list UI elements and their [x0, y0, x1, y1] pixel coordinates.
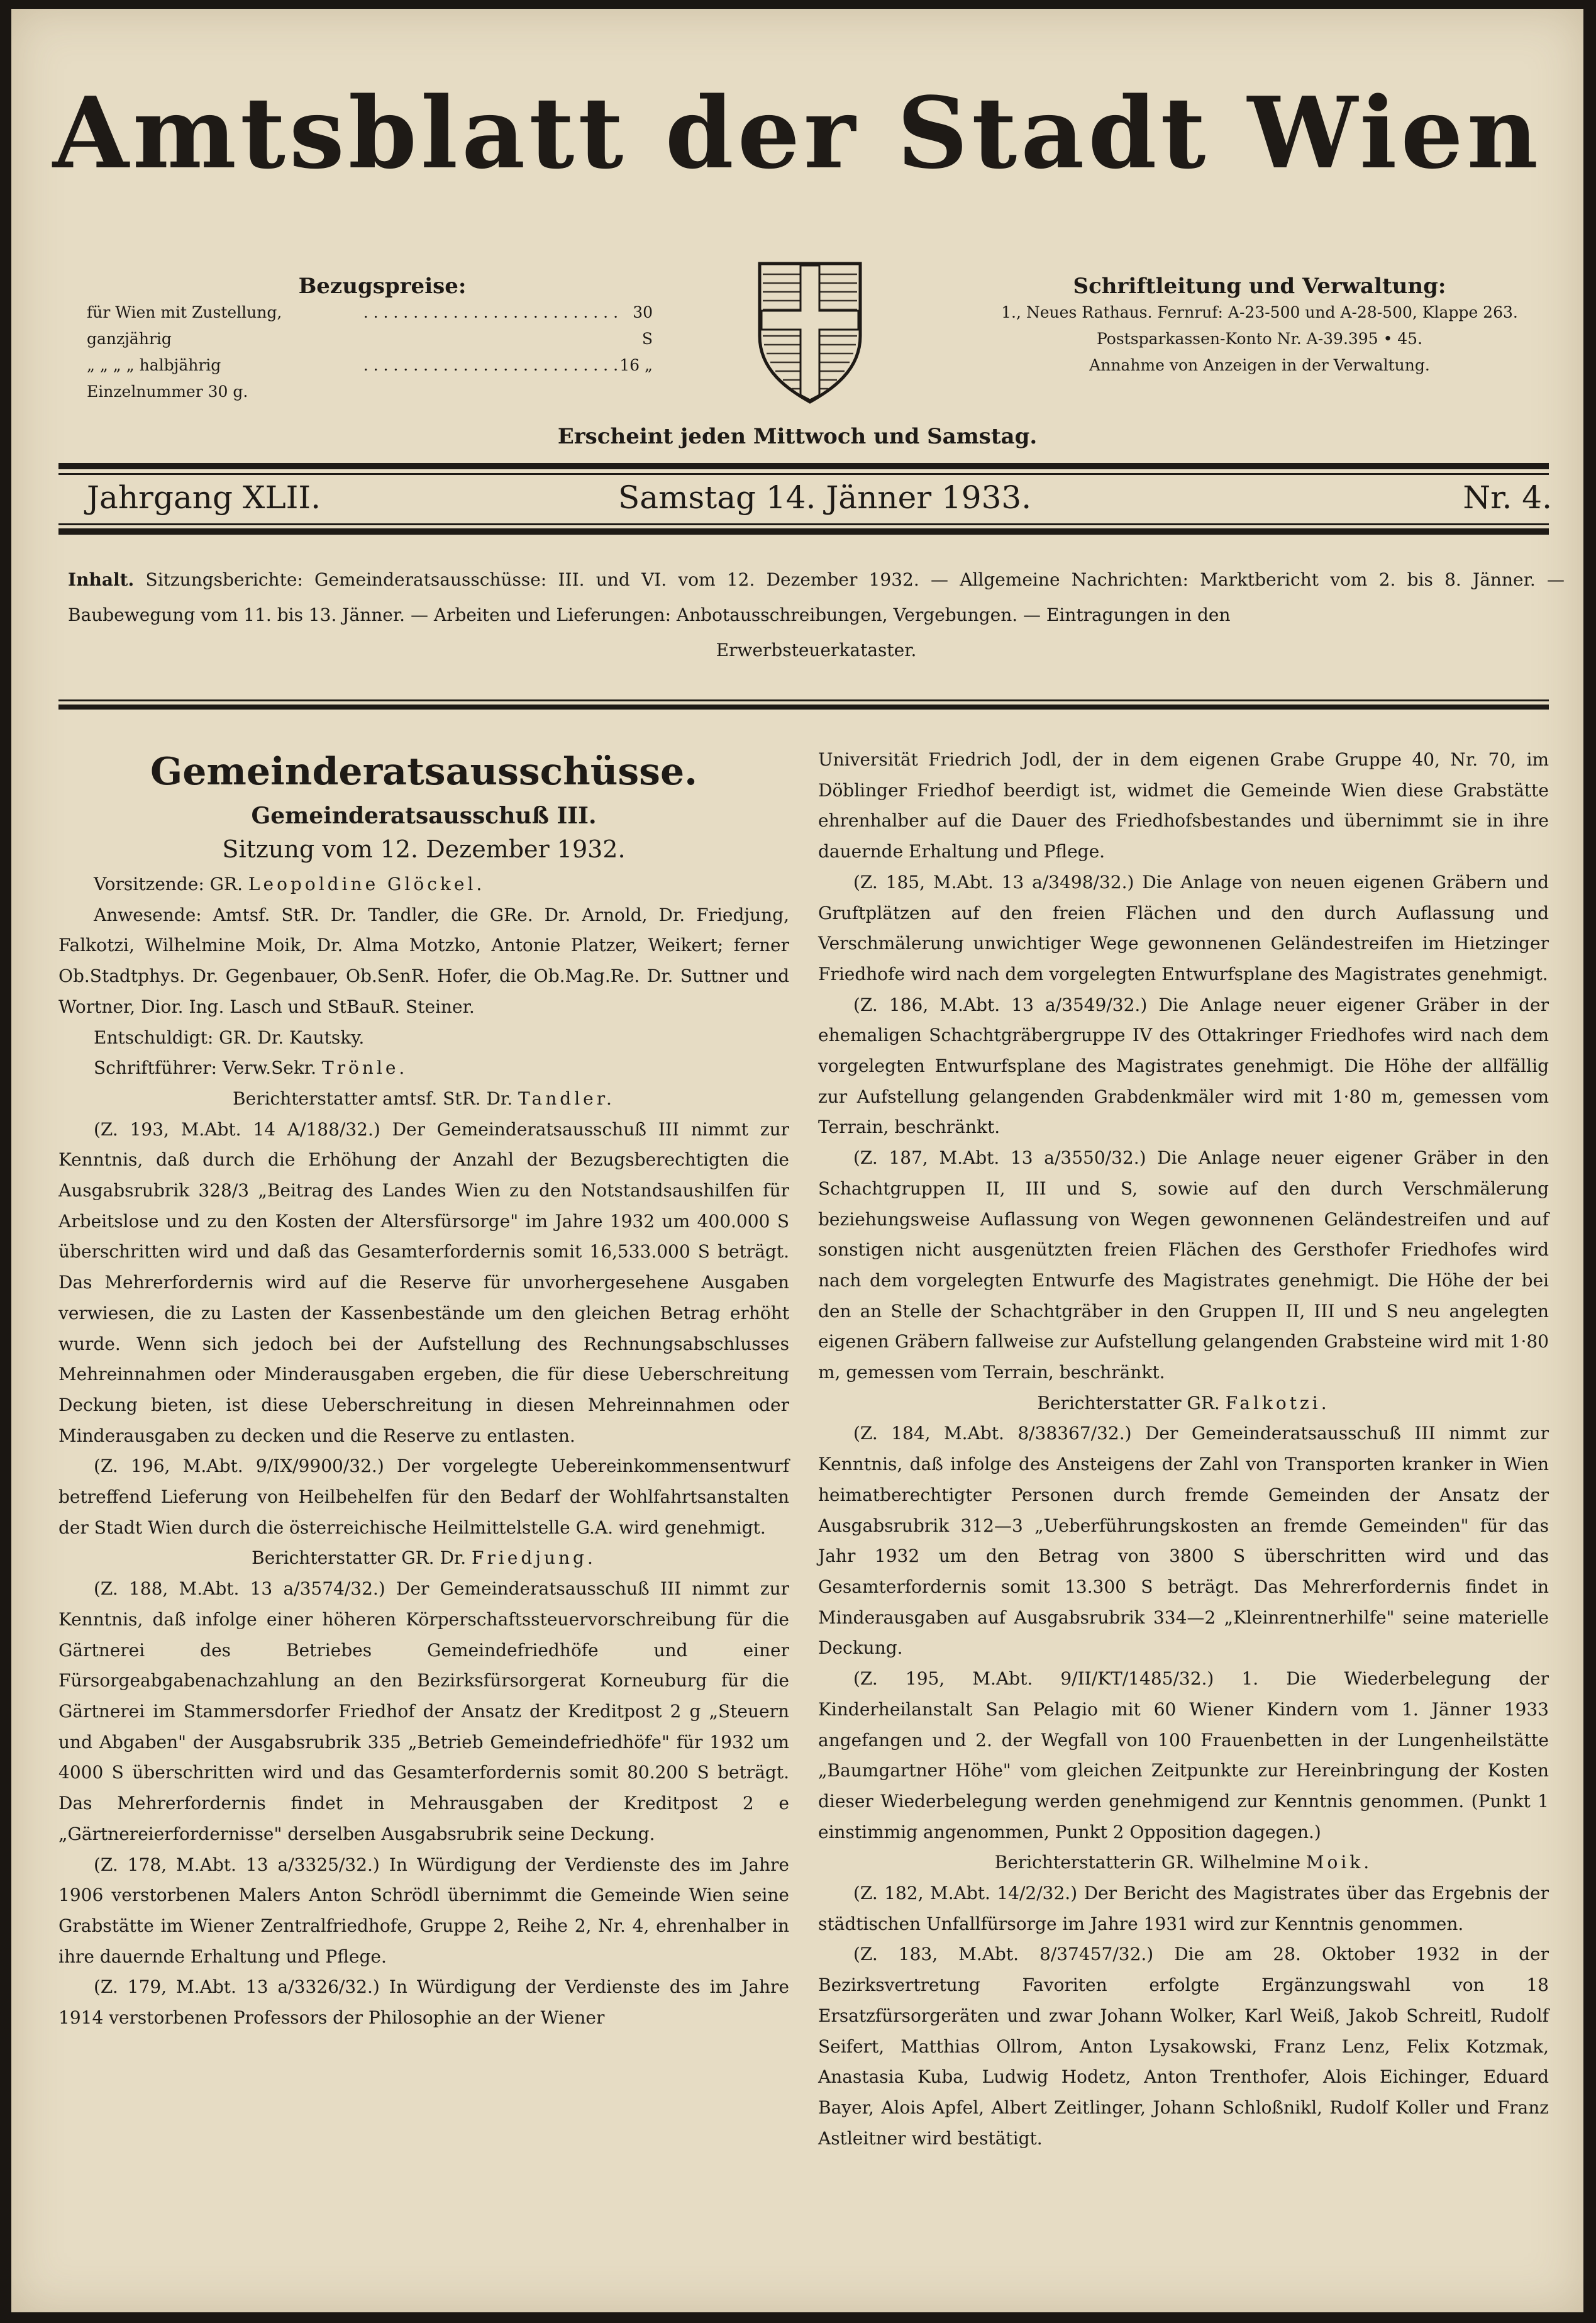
paragraph-z182: (Z. 182, M.Abt. 14/2/32.) Der Bericht des Magistrates über das Ergebnis der städtischen Unfallfürsorge im Jahre 1931 wird zur Kenntnis genommen.: [818, 1883, 1549, 1934]
paragraph-z183: (Z. 183, M.Abt. 8/37457/32.) Die am 28. Oktober 1932 in der Bezirksvertretung Favoriten erfolgte Ergänzungswahl von 18 Ersatzfürsorgeräten und zwar Johann Wolker, Karl Weiß, Jakob Schreitl, Rudolf Seifert, Matthias Ollrom, Anton Lysakowski, Franz Lenz, Felix Kotzmak, Anastasia Kuba, Ludwig Hodetz, Anton Trenthofer, Alois Eichinger, Eduard Bayer, Alois Apfel, Albert Zeitlinger, Johann Schloßnikl, Rudolf Koller und Franz Astleitner wird bestätigt.: [818, 1944, 1549, 2149]
table-of-contents: [68, 562, 1565, 668]
divider-rule: [58, 528, 1549, 535]
office-heading: Schriftleitung und Verwaltung:: [1073, 274, 1446, 299]
single-issue-price: Einzelnummer 30 g.: [87, 382, 248, 401]
reporter-line: Berichterstatter GR. Dr. Friedjung.: [252, 1547, 596, 1569]
issue-volume: Jahrgang XLII.: [87, 479, 321, 516]
committee-heading: Gemeinderatsausschuß III.: [251, 803, 597, 829]
price-value: 16 „: [619, 356, 653, 374]
paragraph-z195: (Z. 195, M.Abt. 9/II/KT/1485/32.) 1. Die Wiederbelegung der Kinderheilanstalt San Pelagio mit 60 Wiener Kindern vom 1. Jänner 1933 angefangen und 2. der Wegfall von 100 Frauenbetten in der Lungenheilstätte „Baumgartner Höhe" vom gleichen Zeitpunkte zur Hereinbringung der Kosten dieser Wiederbelegung werden genehmigend zur Kenntnis genommen. (Punkt 1 einstimmig angenommen, Punkt 2 Opposition dagegen.): [818, 1668, 1549, 1842]
paragraph-z188: (Z. 188, M.Abt. 13 a/3574/32.) Der Gemeinderatsausschuß III nimmt zur Kenntnis, daß infolge einer höheren Körperschaftssteuervorschreibung für die Gärtnerei des Betriebes Gemeindefriedhöfe und einer Fürsorgeabgabenachzahlung an den Bezirksfürsorgerat Korneuburg für die Gärtnerei im Stammersdorfer Friedhof der Ansatz der Kreditpost 2 g „Steuern und Abgaben" der Ausgabsrubrik 335 „Betrieb Gemeindefriedhöfe" für 1932 um 4000 S überschritten wird und das Gesamterfordernis somit 80.200 S beträgt. Das Mehrerfordernis findet in Mehrausgaben der Kreditpost 2 e „Gärtnereierfordernisse" derselben Ausgabsrubrik seine Deckung.: [58, 1578, 789, 1844]
reporter-line: Berichterstatter GR. Falkotzi.: [1037, 1392, 1330, 1413]
editorial-office: [983, 273, 1536, 379]
paragraph-z193: (Z. 193, M.Abt. 14 A/188/32.) Der Gemeinderatsausschuß III nimmt zur Kenntnis, daß durch die Erhöhung der Anzahl der Bezugsberechtigten die Ausgabsrubrik 328/3 „Beitrag des Landes Wien zu den Notstandsaushilfen für Arbeitslose und zu den Kosten der Altersfürsorge" im Jahre 1932 um 400.000 S überschritten wird und daß das Gesamterfordernis somit 16,533.000 S beträgt. Das Mehrerfordernis wird auf die Reserve für unvorhergesehene Ausgaben verwiesen, die zu Lasten der Kassenbestände um den gleichen Betrag erhöht wurde. Wenn sich jedoch bei der Aufstellung des Rechnungsabschlusses Mehreinnahmen oder Minderausgaben ergeben, die für diese Ueberschreitung Deckung bieten, ist diese Ueberschreitung in diesen Mehreinnahmen oder Minderausgaben zu decken und die Reserve zu entlasten.: [58, 1118, 789, 1446]
subscription-heading: Bezugspreise:: [298, 274, 467, 299]
issue-date: Samstag 14. Jänner 1933.: [618, 479, 1032, 516]
divider-rule: [58, 705, 1549, 710]
paragraph-z184: (Z. 184, M.Abt. 8/38367/32.) Der Gemeinderatsausschuß III nimmt zur Kenntnis, daß infolge des Ansteigens der Zahl von Transporten kranker in Wien heimatberechtigter Personen durch fremde Gemeinden der Ansatz der Ausgabsrubrik 312—3 „Ueberführungskosten an fremde Gemeinden" für das Jahr 1932 um den Betrag von 3800 S überschritten wird und das Gesamterfordernis somit 13.300 S beträgt. Das Mehrerfordernis findet in Minderausgaben auf Ausgabsrubrik 334—2 „Kleinrentnerhilfe" seine materielle Deckung.: [818, 1423, 1549, 1659]
price-label: „ „ „ „ halbjährig: [87, 356, 221, 374]
issue-number: Nr. 4.: [1463, 479, 1552, 516]
price-row-halfyear: „ „ „ „ halbjährig . . . . . . . . . . . . . . . . . . . . . . . . . . 16 „: [87, 352, 653, 379]
divider-rule: [58, 473, 1549, 475]
vienna-coat-of-arms: [756, 260, 863, 405]
office-address: 1., Neues Rathaus. Fernruf: A-23-500 und A-28-500, Klappe 263.: [1001, 303, 1518, 321]
reporter-line: Berichterstatter amtsf. StR. Dr. Tandler.: [233, 1088, 615, 1109]
paragraph-z179-continued: Universität Friedrich Jodl, der in dem eigenen Grabe Gruppe 40, Nr. 70, im Döblinger Friedhof beerdigt ist, widmet die Gemeinde Wien diese Grabstätte ehrenhalber auf die Dauer des Friedhofsbestandes und übernimmt sie in ihre dauernde Erhaltung und Pflege.: [818, 749, 1549, 862]
paragraph-z179: (Z. 179, M.Abt. 13 a/3326/32.) In Würdigung der Verdienste des im Jahre 1914 verstorbenen Professors der Philosophie an der Wiener: [58, 1976, 789, 2029]
office-ads-note: Annahme von Anzeigen in der Verwaltung.: [1089, 356, 1430, 374]
price-label: für Wien mit Zustellung, ganzjährig: [87, 303, 282, 348]
chair-line: Vorsitzende: GR. Leopoldine Glöckel.: [94, 874, 485, 894]
excused-line: Entschuldigt: GR. Dr. Kautsky.: [94, 1027, 365, 1048]
section-heading: Gemeinderatsausschüsse.: [150, 750, 698, 794]
paragraph-z186: (Z. 186, M.Abt. 13 a/3549/32.) Die Anlage neuer eigener Gräber in der ehemaligen Schachtgräbergruppe IV des Ottakringer Friedhofes wird nach dem vorgelegten Entwurfsplane des Magistrates genehmigt. Die Höhe der allfällig zur Aufstellung gelangenden Grabdenkmäler wird mit 1·80 m, gemessen vom Terrain, beschränkt.: [818, 994, 1549, 1138]
reporter-line: Berichterstatterin GR. Wilhelmine Moik.: [994, 1852, 1373, 1873]
subscription-prices: [87, 273, 653, 405]
divider-rule: [58, 523, 1549, 525]
paragraph-z187: (Z. 187, M.Abt. 13 a/3550/32.) Die Anlage neuer eigener Gräber in den Schachtgruppen II, III und S, sowie auf den durch Verschmälerung beziehungsweise Auflassung von Wegen gewonnenen Geländestreifen und auf sonstigen nicht ausgenützten freien Flächen des Gersthofer Friedhofes wird nach dem vorgelegten Entwurfe des Magistrates genehmigt. Die Höhe der bei den an Stelle der Schachtgräber in den Gruppen II, III und S neu angelegten eigenen Gräbern fallweise zur Aufstellung gelangenden Grabsteine wird mit 1·80 m, gemessen vom Terrain, beschränkt.: [818, 1147, 1549, 1383]
paragraph-z196: (Z. 196, M.Abt. 9/IX/9900/32.) Der vorgelegte Uebereinkommensentwurf betreffend Lieferung von Heilbehelfen für den Bedarf der Wohlfahrtsanstalten der Stadt Wien durch die österreichische Heilmittelstelle G.A. wird genehmigt.: [58, 1456, 789, 1538]
column-left: [58, 745, 789, 2034]
newspaper-page: [11, 9, 1583, 2312]
secretary-line: Schriftführer: Verw.Sekr. Trönle.: [94, 1057, 408, 1079]
paragraph-z178: (Z. 178, M.Abt. 13 a/3325/32.) In Würdigung der Verdienste des im Jahre 1906 verstorbenen Malers Anton Schrödl übernimmt die Gemeinde Wien seine Grabstätte im Wiener Zentralfriedhofe, Gruppe 2, Reihe 2, Nr. 4, ehrenhalber in ihre dauernde Erhaltung und Pflege.: [58, 1854, 789, 1967]
price-value: 30 S: [633, 303, 653, 348]
office-postal-account: Postsparkassen-Konto Nr. A-39.395 • 45.: [1096, 330, 1423, 348]
divider-rule: [58, 699, 1549, 701]
contents-label: Inhalt.: [68, 569, 135, 590]
price-row-yearly: für Wien mit Zustellung, ganzjährig . . . . . . . . . . . . . . . . . . . . . . . . . . 30 S: [87, 299, 653, 352]
paragraph-z185: (Z. 185, M.Abt. 13 a/3498/32.) Die Anlage von neuen eigenen Gräbern und Gruftplätzen auf den freien Flächen und den durch Auflassung und Verschmälerung unwichtiger Wege gewonnenen Geländestreifen im Hietzinger Friedhofe wird nach dem vorgelegten Entwurfsplane des Magistrates genehmigt.: [818, 871, 1549, 984]
contents-text: Sitzungsberichte: Gemeinderatsausschüsse: III. und VI. vom 12. Dezember 1932. — Allgemeine Nachrichten: Marktbericht vom 2. bis 8. Jänner. — Baubewegung vom 11. bis 13. Jänner. — Arbeiten und Lieferungen: Anbotausschreibungen, Vergebungen. — Eintragungen in den: [68, 569, 1565, 625]
column-right: [818, 745, 1549, 2154]
attendees: Anwesende: Amtsf. StR. Dr. Tandler, die GRe. Dr. Arnold, Dr. Friedjung, Falkotzi, Wilhelmine Moik, Dr. Alma Motzko, Antonie Platzer, Weikert; ferner Ob.Stadtphys. Dr. Gegenbauer, Ob.SenR. Hofer, die Ob.Mag.Re. Dr. Suttner und Wortner, Dior. Ing. Lasch und StBauR. Steiner.: [58, 904, 789, 1017]
divider-rule: [58, 463, 1549, 469]
masthead-title: Amtsblatt der Stadt Wien: [52, 75, 1543, 191]
publication-schedule: Erscheint jeden Mittwoch und Samstag.: [557, 424, 1038, 449]
session-heading: Sitzung vom 12. Dezember 1932.: [222, 835, 626, 863]
contents-text-last: Erwerbsteuerkataster.: [716, 640, 917, 660]
issue-line: [87, 479, 1552, 520]
